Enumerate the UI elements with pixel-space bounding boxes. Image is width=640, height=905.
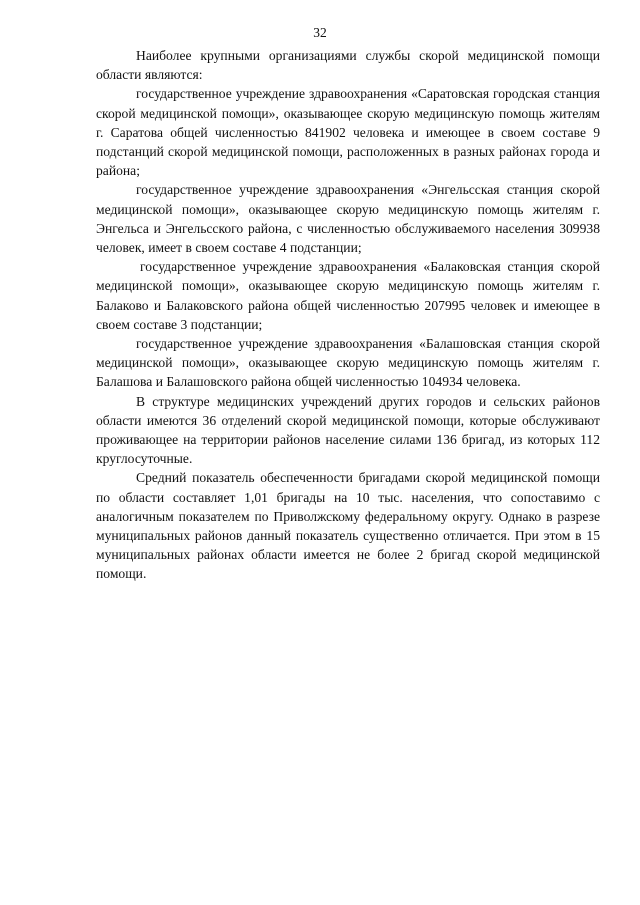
paragraph-other-districts: В структуре медицинских учреждений других городов и сельских районов области имеются 36 отделений скорой медицинской помощи, которые обслуживают проживающее на территории районов население силами 136 бригад, из которых 112 круглосуточные. <box>96 393 600 467</box>
paragraph-intro: Наиболее крупными организациями службы скорой медицинской помощи области являются: <box>96 48 600 83</box>
page-number: 32 <box>313 25 327 40</box>
document-body <box>96 46 600 584</box>
paragraph-average-indicator: Средний показатель обеспеченности бригадами скорой медицинской помощи по области составляет 1,01 бригады на 10 тыс. населения, что сопоставимо с аналогичным показателем по Приволжскому федеральному округу. Однако в разрезе муниципальных районов данный показатель существенно отличается. При этом в 15 муниципальных районах области имеется не более 2 бригад скорой медицинской помощи. <box>96 470 600 582</box>
paragraph-balashov-station: государственное учреждение здравоохранения «Балашовская станция скорой медицинской помощи», оказывающее скорую медицинскую помощь жителям г. Балашова и Балашовского района общей численностью 104934 человека. <box>96 336 600 390</box>
paragraph-balakovo-station: государственное учреждение здравоохранения «Балаковская станция скорой медицинской помощи», оказывающее скорую медицинскую помощь жителям г. Балаково и Балаковского района общей численностью 207995 человек и имеющее в своем составе 3 подстанции; <box>96 259 600 332</box>
paragraph-engels-station: государственное учреждение здравоохранения «Энгельсская станция скорой медицинской помощи», оказывающее скорую медицинскую помощь жителям г. Энгельса и Энгельсского района, с численностью обслуживаемого населения 309938 человек, имеет в своем составе 4 подстанции; <box>96 182 600 256</box>
paragraph-saratov-station: государственное учреждение здравоохранения «Саратовская городская станция скорой медицинской помощи», оказывающее скорую медицинскую помощь жителям г. Саратова общей численностью 841902 человека и имеющее в своем составе 9 подстанций скорой медицинской помощи, расположенных в разных районах города и района; <box>96 86 600 179</box>
